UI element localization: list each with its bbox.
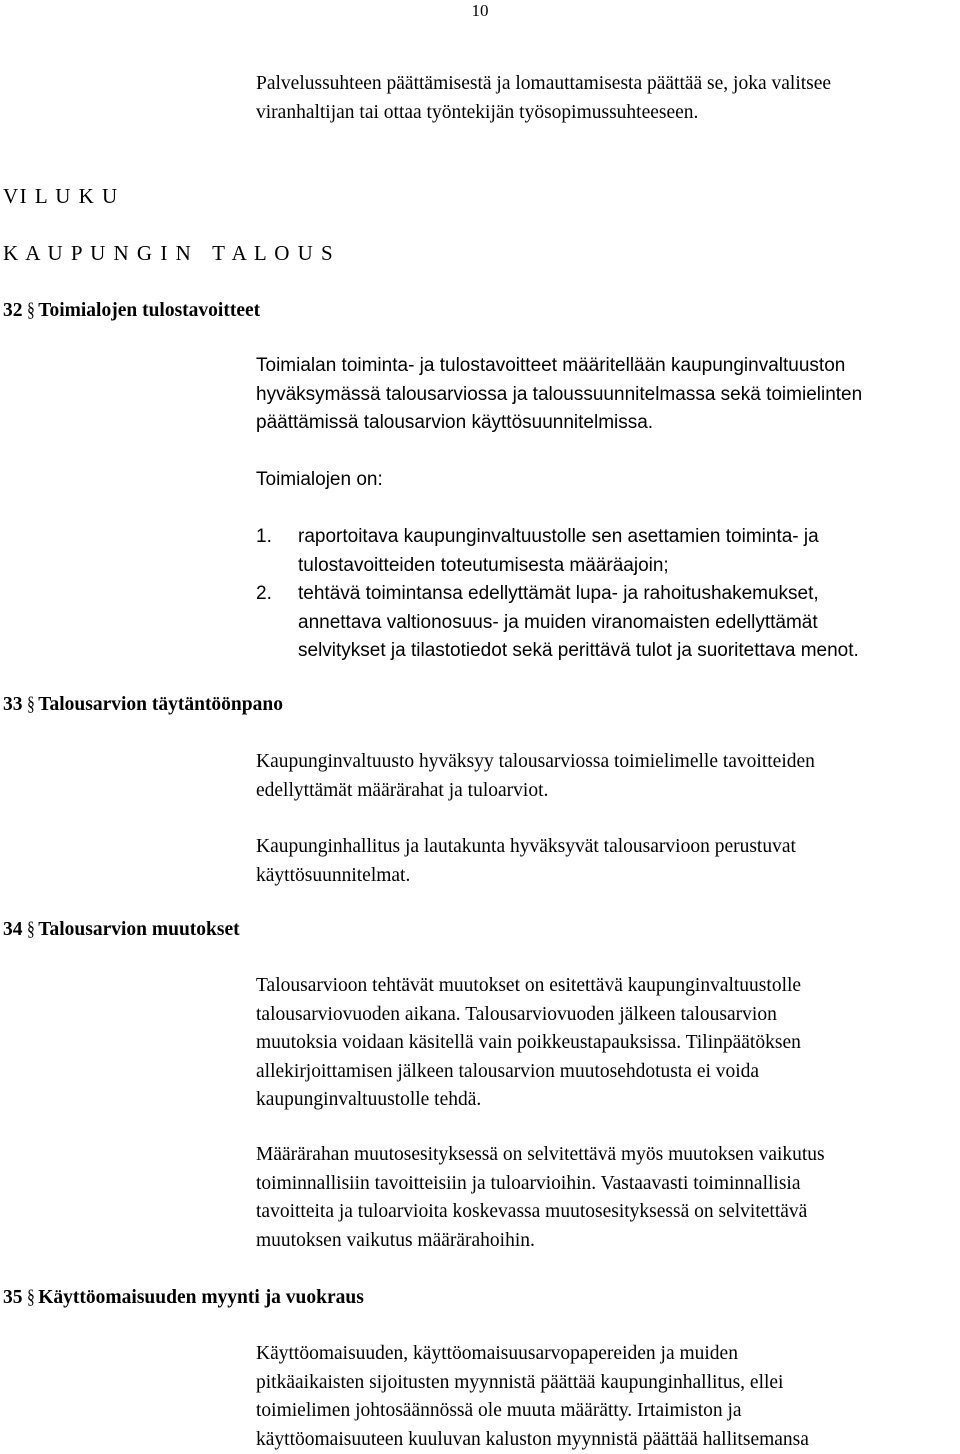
text-line: kaupunginvaltuustolle tehdä. bbox=[256, 1086, 801, 1115]
section-33-paragraph-1 bbox=[256, 748, 815, 805]
section-34-paragraph-2 bbox=[256, 1141, 825, 1255]
text-line: edellyttämät määrärahat ja tuloarviot. bbox=[256, 777, 815, 806]
list-item bbox=[256, 580, 859, 666]
section-title: Talousarvion täytäntöönpano bbox=[38, 694, 283, 715]
text-line: Kaupunginvaltuusto hyväksyy talousarviossa toimielimelle tavoitteiden bbox=[256, 748, 815, 777]
list-item-number: 2. bbox=[256, 580, 298, 666]
text-line: pitkäaikaisten sijoitusten myynnistä päättää kaupunginhallitus, ellei bbox=[256, 1369, 809, 1398]
intro-paragraph bbox=[256, 70, 831, 127]
text-line: Määrärahan muutosesityksessä on selvitettävä myös muutoksen vaikutus bbox=[256, 1141, 825, 1170]
section-34-heading bbox=[3, 917, 240, 943]
text-line: Palvelussuhteen päättämisestä ja lomauttamisesta päättää se, joka valitsee bbox=[256, 70, 831, 99]
chapter-number: VI L U K U bbox=[3, 184, 119, 209]
section-number: 35 bbox=[3, 1287, 23, 1308]
section-sign: § bbox=[26, 917, 34, 943]
section-title: Talousarvion muutokset bbox=[38, 919, 239, 940]
text-line: talousarviovuoden aikana. Talousarviovuoden jälkeen talousarvion bbox=[256, 1001, 801, 1030]
text-line: raportoitava kaupunginvaltuustolle sen asettamien toiminta- ja bbox=[298, 523, 819, 552]
section-number: 34 bbox=[3, 919, 23, 940]
text-line: allekirjoittamisen jälkeen talousarvion muutosehdotusta ei voida bbox=[256, 1058, 801, 1087]
text-line: tavoitteita ja tuloarvioita koskevassa muutosesityksessä on selvitettävä bbox=[256, 1198, 825, 1227]
text-line: viranhaltijan tai ottaa työntekijän työsopimussuhteeseen. bbox=[256, 99, 831, 128]
section-number: 32 bbox=[3, 300, 23, 321]
text-line: Talousarvioon tehtävät muutokset on esitettävä kaupunginvaltuustolle bbox=[256, 972, 801, 1001]
text-line: Kaupunginhallitus ja lautakunta hyväksyvät talousarvioon perustuvat bbox=[256, 833, 796, 862]
text-line: toimielimen johtosäännössä ole muuta määrätty. Irtaimiston ja bbox=[256, 1397, 809, 1426]
section-sign: § bbox=[26, 1285, 34, 1311]
text-line: Toimialan toiminta- ja tulostavoitteet määritellään kaupunginvaltuuston bbox=[256, 352, 862, 381]
section-title: Toimialojen tulostavoitteet bbox=[38, 300, 260, 321]
text-line: hyväksymässä talousarviossa ja taloussuunnitelmassa sekä toimielinten bbox=[256, 381, 862, 410]
chapter-title: K A U P U N G I N T A L O U S bbox=[3, 241, 334, 266]
text-line: tehtävä toimintansa edellyttämät lupa- ja rahoitushakemukset, bbox=[298, 580, 859, 609]
section-33-paragraph-2 bbox=[256, 833, 796, 890]
section-32-paragraph bbox=[256, 352, 862, 438]
section-title: Käyttöomaisuuden myynti ja vuokraus bbox=[38, 1287, 364, 1308]
section-35-heading bbox=[3, 1285, 364, 1311]
text-line: annettava valtionosuus- ja muiden viranomaisten edellyttämät bbox=[298, 609, 859, 638]
text-line: käyttösuunnitelmat. bbox=[256, 862, 796, 891]
numbered-list bbox=[256, 523, 859, 666]
list-intro: Toimialojen on: bbox=[256, 466, 383, 495]
section-35-paragraph-1 bbox=[256, 1340, 809, 1454]
text-line: muutoksia voidaan käsitellä vain poikkeustapauksissa. Tilinpäätöksen bbox=[256, 1029, 801, 1058]
text-line: päättämissä talousarvion käyttösuunnitelmissa. bbox=[256, 409, 862, 438]
text-line: käyttöomaisuuteen kuuluvan kaluston myynnistä päättää hallitsemansa bbox=[256, 1426, 809, 1454]
section-34-paragraph-1 bbox=[256, 972, 801, 1115]
text-line: tulostavoitteiden toteutumisesta määräajoin; bbox=[298, 552, 819, 581]
list-item bbox=[256, 523, 859, 580]
section-33-heading bbox=[3, 692, 283, 718]
text-line: toiminnallisiin tavoitteisiin ja tuloarvioihin. Vastaavasti toiminnallisia bbox=[256, 1170, 825, 1199]
list-item-number: 1. bbox=[256, 523, 298, 580]
text-line: Käyttöomaisuuden, käyttöomaisuusarvopapereiden ja muiden bbox=[256, 1340, 809, 1369]
text-line: muutoksen vaikutus määrärahoihin. bbox=[256, 1227, 825, 1256]
section-sign: § bbox=[26, 692, 34, 718]
page-number: 10 bbox=[0, 0, 960, 22]
section-sign: § bbox=[26, 298, 34, 324]
text-line: selvitykset ja tilastotiedot sekä perittävä tulot ja suoritettava menot. bbox=[298, 637, 859, 666]
section-number: 33 bbox=[3, 694, 23, 715]
section-32-heading bbox=[3, 298, 260, 324]
